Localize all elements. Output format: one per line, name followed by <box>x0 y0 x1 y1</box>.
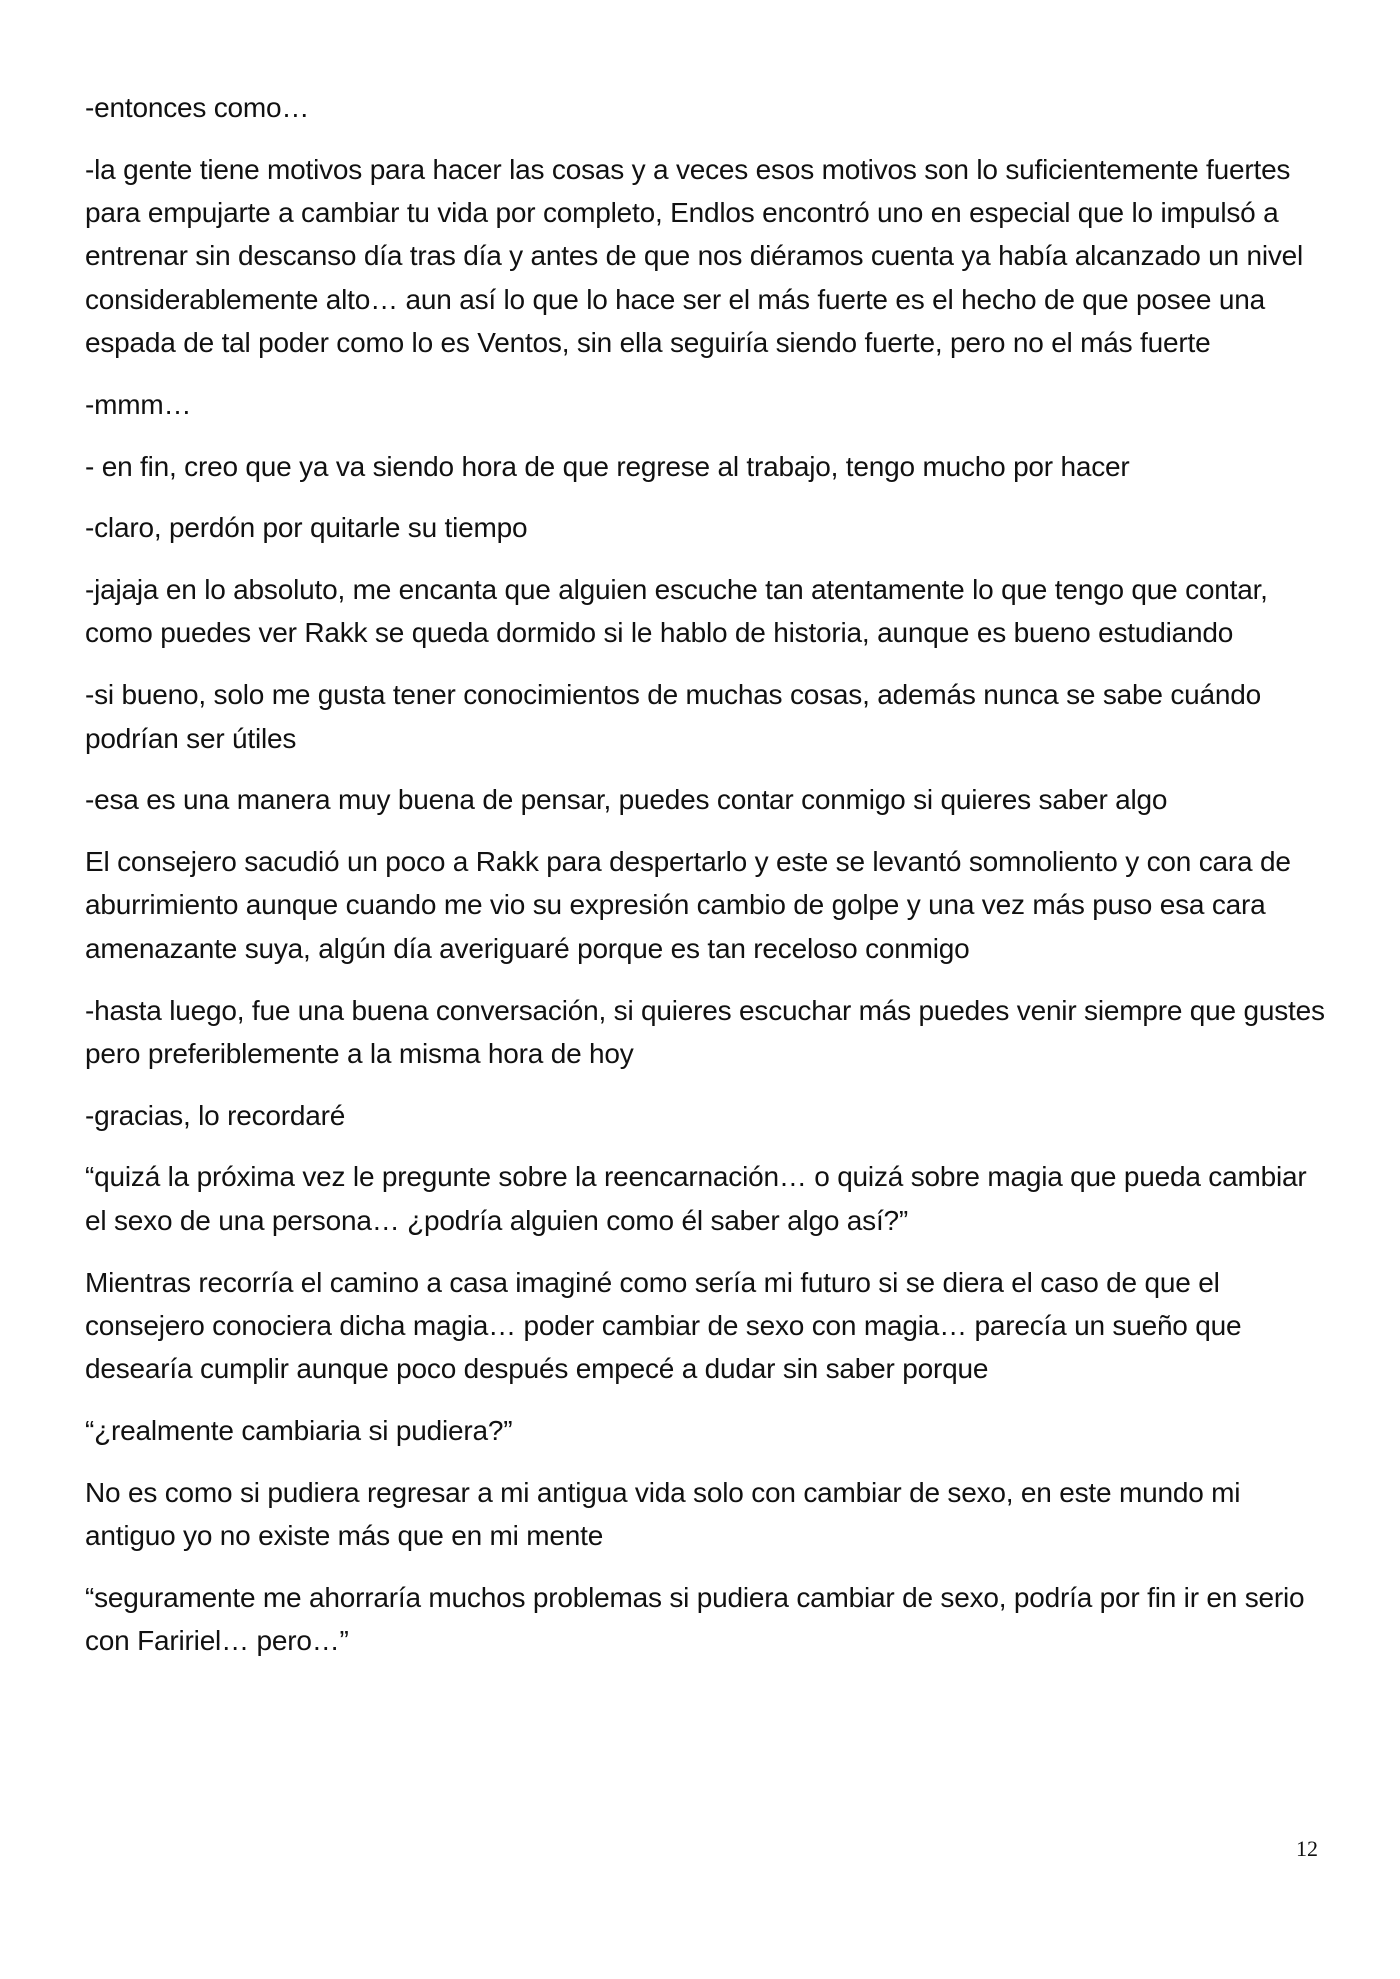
paragraph: -entonces como… <box>85 92 310 123</box>
page-number: 12 <box>1296 1836 1318 1861</box>
paragraph: -mmm… <box>85 388 192 420</box>
paragraph: -jajaja en lo absoluto, me encanta que alguien escuche tan atentamente lo que tengo que contar, como puedes ver Rakk se queda dormido si le hablo de historia, aunque es bueno estudiando <box>85 574 1268 649</box>
paragraph: -si bueno, solo me gusta tener conocimientos de muchas cosas, además nunca se sabe cuándo podrían ser útiles <box>85 679 1262 754</box>
paragraph: -esa es una manera muy buena de pensar, puedes contar conmigo si quieres saber algo <box>85 784 1168 816</box>
paragraph: “quizá la próxima vez le pregunte sobre la reencarnación… o quizá sobre magia que pueda cambiar el sexo de una persona… ¿podría alguien como él saber algo así?” <box>85 1161 1307 1236</box>
paragraph: No es como si pudiera regresar a mi antigua vida solo con cambiar de sexo, en este mundo mi antiguo yo no existe más que en mi mente <box>85 1476 1241 1552</box>
paragraph: -hasta luego, fue una buena conversación, si quieres escuchar más puedes venir siempre que gustes pero preferiblemente a la misma hora de hoy <box>85 994 1325 1069</box>
paragraph: “¿realmente cambiaria si pudiera?” <box>85 1414 513 1446</box>
paragraph: -la gente tiene motivos para hacer las cosas y a veces esos motivos son lo suficientemente fuertes para empujarte a cambiar tu vida por completo, Endlos encontró uno en especial que lo impulsó a entrenar sin descanso día tras día y antes de que nos diéramos cuenta ya había alcanzado un nivel considerablemente alto… aun así lo que lo hace ser el más fuerte es el hecho de que posee una espada de tal poder como lo es Ventos, sin ella seguiría siendo fuerte, pero no el más fuerte <box>85 153 1304 358</box>
paragraph: -claro, perdón por quitarle su tiempo <box>85 512 528 544</box>
paragraph: Mientras recorría el camino a casa imaginé como sería mi futuro si se diera el caso de que el consejero conociera dicha magia… poder cambiar de sexo con magia… parecía un sueño que desearía cumplir aunque poco después empecé a dudar sin saber porque <box>85 1266 1242 1385</box>
body-text <box>85 86 1330 1681</box>
paragraph: El consejero sacudió un poco a Rakk para despertarlo y este se levantó somnoliento y con cara de aburrimiento aunque cuando me vio su expresión cambio de golpe y una vez más puso esa cara amenazante suya, algún día averiguaré porque es tan receloso conmigo <box>85 846 1291 964</box>
paragraph: “seguramente me ahorraría muchos problemas si pudiera cambiar de sexo, podría por fin ir en serio con Faririel… pero…” <box>85 1581 1305 1657</box>
paragraph: -gracias, lo recordaré <box>85 1099 346 1131</box>
paragraph: - en fin, creo que ya va siendo hora de que regrese al trabajo, tengo mucho por hacer <box>85 450 1130 482</box>
